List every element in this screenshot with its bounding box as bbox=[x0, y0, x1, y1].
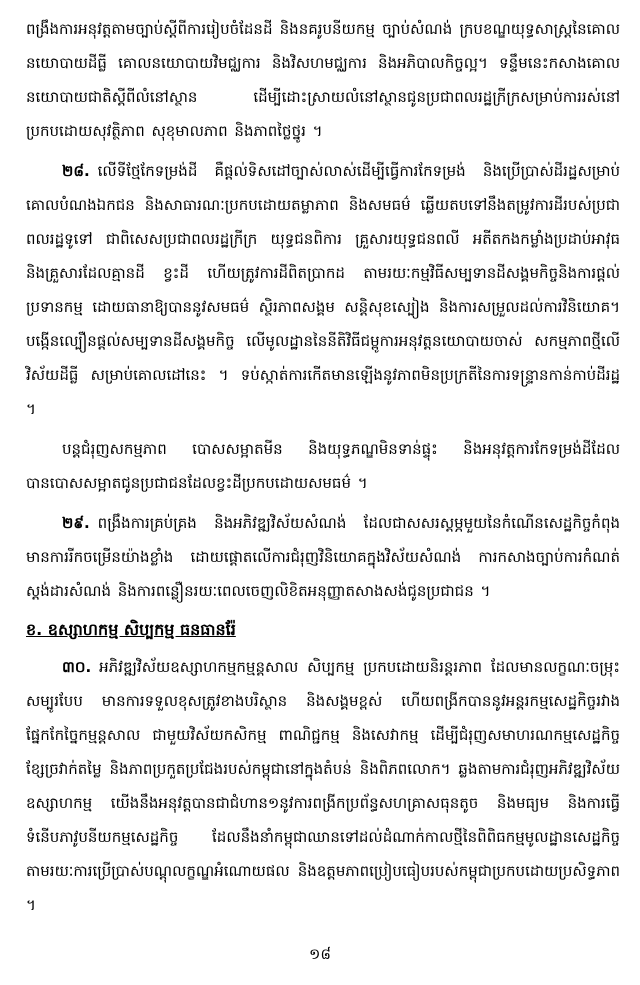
paragraph-number: ២៩. bbox=[62, 514, 90, 532]
paragraph-text: ពង្រឹងការគ្រប់គ្រង និងអភិវឌ្ឍវិស័យសំណង់ ដែលជាសសរស្តម្ភមួយនៃកំណើនសេដ្ឋកិច្ចកំពុងមានការរីកចម្រើនយ៉ាងខ្លាំង ដោយផ្តោតលើការជំរុញវិនិយោគក្នុងវិស័យសំណង់ ការកសាងច្បាប់ការកំណត់ស្តង់ដារសំណង់ និងការពន្លឿនរយៈពេលចេញលិខិតអនុញ្ញាតសាងសង់ជូនប្រជាជន ។ bbox=[26, 514, 620, 600]
paragraph-text: លើទីថ្មែកែទម្រង់ដី គឺផ្តល់ទិសដៅច្បាស់លាស់ដើម្បីធ្វើការកែទម្រង់ និងប្រើប្រាស់ដីរដ្ឋសម្រាប់គោលបំណងឯកជន និងសាធារណៈប្រកបដោយតម្លាភាព និងសមធម៌ ឆ្លើយតបទៅនឹងតម្រូវការដីរបស់ប្រជាពលរដ្ឋទូទៅ ជាពិសេសប្រជាពលរដ្ឋក្រីក្រ យុទ្ធជនពិការ គ្រួសារយុទ្ធជនពលី អតីតកងកម្លាំងប្រដាប់អាវុធ និងគ្រួសារដែលគ្មានដី ខ្វះដី ហើយត្រូវការដីពិតប្រាកដ តាមរយៈកម្មវិធីសម្បទានដីសង្គមកិច្ចនិងការផ្ដល់ប្រទានកម្ម ដោយធានាឱ្យបាននូវសមធម៌ ស្ថិរភាពសង្គម សន្តិសុខស្បៀង និងការសម្រួលដល់ការវិនិយោគ។ បង្កើនល្បឿនផ្តល់សម្បទានដីសង្គមកិច្ច លើមូលដ្ឋាននៃនីតិវិធីជម្ពូការអនុវត្តនយោបាយចាស់ សកម្មភាពថ្មីលើវិស័យដីធ្លី សម្រាប់គោលដៅនេះ ។ ទប់ស្កាត់ការកើតមានឡើងនូវភាពមិនប្រក្រតីនៃការទន្ទ្រានកាន់កាប់ដីរដ្ឋ ។ bbox=[26, 162, 620, 418]
paragraph-28 bbox=[26, 154, 620, 426]
paragraph-30 bbox=[26, 650, 620, 922]
page-number: ១៨ bbox=[309, 945, 331, 963]
paragraph-number: ២៨. bbox=[62, 162, 90, 180]
section-heading: ខ. ឧស្សាហកម្ម សិប្បកម្ម ធនធានរ៉ែ bbox=[26, 620, 236, 639]
paragraph-29 bbox=[26, 506, 620, 608]
paragraph-land-law bbox=[26, 12, 620, 148]
paragraph-text: ពង្រឹងការអនុវត្តតាមច្បាប់ស្តីពីការរៀបចំដែនដី និងនគរូបនីយកម្ម ច្បាប់សំណង់ ក្របខណ្ឌយុទ្ធសាស្ត្រនៃគោលនយោបាយដីធ្លី គោលនយោបាយវិមជ្ឈការ និងវិសហមជ្ឈការ និងអភិបាលកិច្ចល្អ។ ទន្ទឹមនេះកសាងគោលនយោបាយជាតិស្តីពីលំនៅស្ថាន ដើម្បីដោះស្រាយលំនៅស្ថានជូនប្រជាពលរដ្ឋក្រីក្រសម្រាប់ការរស់នៅប្រកបដោយសុវត្ថិភាព សុខុមាលភាព និងភាពថ្លៃថ្នូរ ។ bbox=[26, 20, 620, 140]
paragraph-demining bbox=[26, 432, 620, 500]
paragraph-text: បន្តជំរុញសកម្មភាព បោសសម្អាតមីន និងយុទ្ធភណ្ឌមិនទាន់ផ្ទុះ និងអនុវត្តការកែទម្រង់ដីដែលបានបោសសម្អាតជូនប្រជាជនដែលខ្វះដីប្រកបដោយសមធម៌ ។ bbox=[26, 440, 620, 492]
paragraph-number: ៣០. bbox=[62, 658, 92, 676]
paragraph-text: អភិវឌ្ឍវិស័យឧស្សាហកម្មកម្មន្តសាល សិប្បកម្ម ប្រកបដោយនិរន្តរភាព ដែលមានលក្ខណៈចម្រុះសម្បូរបែប មានការទទួលខុសត្រូវខាងបរិស្ថាន និងសង្គមខ្ពស់ ហើយពង្រីកបាននូវអន្តរកម្មសេដ្ឋកិច្ចរវាងផ្នែកកែច្នៃកម្មន្តសាល ជាមួយវិស័យកសិកម្ម ពាណិជ្ជកម្ម និងសេវាកម្ម ដើម្បីជំរុញសមាហរណកម្មសេដ្ឋកិច្ច ខ្សែច្រវាក់តម្លៃ និងភាពប្រកួតប្រជែងរបស់កម្ពុជានៅក្នុងតំបន់ និងពិភពលោក។ ឆ្លងតាមការជំរុញអភិវឌ្ឍវិស័យឧស្សាហកម្ម យើងនឹងអនុវត្តបានជាជំហាន១នូវការពង្រីកប្រព័ន្ធសហគ្រាសធុនតូច និងមធ្យម និងការធ្វើទំនើបភាវូបនីយកម្មសេដ្ឋកិច្ច ដែលនឹងនាំកម្ពុជាឈានទៅដល់ដំណាក់កាលថ្មីនៃពិពិធកម្មមូលដ្ឋានសេដ្ឋកិច្ច តាមរយៈការប្រើប្រាស់បណ្តុលក្ខណ្ឌអំណោយផល និងឧត្តមភាពប្រៀបធៀបរបស់កម្ពុជាប្រកបដោយប្រសិទ្ធភាព ។ bbox=[26, 658, 620, 914]
